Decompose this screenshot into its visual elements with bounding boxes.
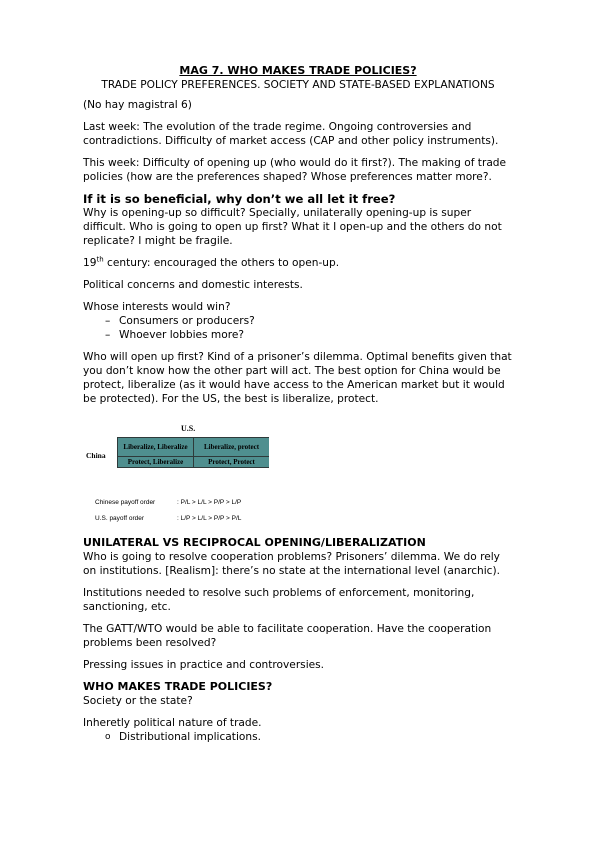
matrix-cell: Liberalize, Liberalize (118, 438, 193, 456)
matrix-cell: Liberalize, protect (194, 438, 269, 456)
paragraph: Who will open up first? Kind of a prisoner’s dilemma. Optimal benefits given that you don’t know how the other part will act. The best option for China would be protect, liberalize (as it would have access to the American market but it would be protected). For the US, the best is liberalize, protect. (83, 351, 512, 405)
paragraph: Political concerns and domestic interests. (83, 279, 303, 291)
section-heading: UNILATERAL VS RECIPROCAL OPENING/LIBERALIZATION (83, 536, 426, 549)
section-heading: If it is so beneficial, why don’t we all let it free? (83, 192, 396, 206)
matrix-row-label: China (86, 451, 106, 460)
matrix-column-label: U.S. (181, 424, 196, 433)
china-payoff-order: Chinese payoff order : P/L > L/L > P/P > L/P (95, 499, 242, 506)
matrix-cell: Protect, Protect (194, 457, 269, 467)
paragraph: The GATT/WTO would be able to facilitate cooperation. Have the cooperation problems been resolved? (83, 623, 492, 649)
paragraph: Whose interests would win? (83, 301, 231, 313)
document-title: MAG 7. WHO MAKES TRADE POLICIES? (179, 64, 417, 77)
payoff-matrix-figure (83, 414, 513, 536)
paragraph: This week: Difficulty of opening up (who would do it first?). The making of trade policies (how are the preferences shaped? Whose preferences matter more?. (83, 157, 507, 183)
payoff-grid (117, 437, 269, 468)
paragraph: Pressing issues in practice and controversies. (83, 659, 325, 671)
list-item: – Consumers or producers? (105, 314, 513, 328)
section-heading: WHO MAKES TRADE POLICIES? (83, 680, 273, 693)
us-payoff-order: U.S. payoff order : L/P > L/L > P/P > P/L (95, 515, 242, 522)
list-item: o Distributional implications. (105, 730, 513, 744)
paragraph: (No hay magistral 6) (83, 99, 192, 111)
bullet-list (83, 730, 513, 744)
paragraph: Why is opening-up so difficult? Specially, unilaterally opening-up is super difficult. Who is going to open up first? What it I open-up and the others do not replicate? I might be fragile. (83, 207, 502, 247)
document-subtitle: TRADE POLICY PREFERENCES. SOCIETY AND STATE-BASED EXPLANATIONS (101, 79, 495, 91)
paragraph: Who is going to resolve cooperation problems? Prisoners’ dilemma. We do rely on institutions. [Realism]: there’s no state at the international level (anarchic). (83, 551, 501, 577)
paragraph: Institutions needed to resolve such problems of enforcement, monitoring, sanctioning, etc. (83, 587, 475, 613)
matrix-cell: Protect, Liberalize (118, 457, 193, 467)
paragraph: Society or the state? (83, 695, 193, 707)
paragraph: Inheretly political nature of trade. (83, 717, 262, 729)
list-item: – Whoever lobbies more? (105, 328, 513, 342)
paragraph: Last week: The evolution of the trade regime. Ongoing controversies and contradictions. Difficulty of market access (CAP and other policy instruments). (83, 121, 499, 147)
bullet-list (83, 314, 513, 342)
paragraph: 19th century: encouraged the others to open-up. (83, 255, 340, 269)
document-page (83, 64, 513, 744)
